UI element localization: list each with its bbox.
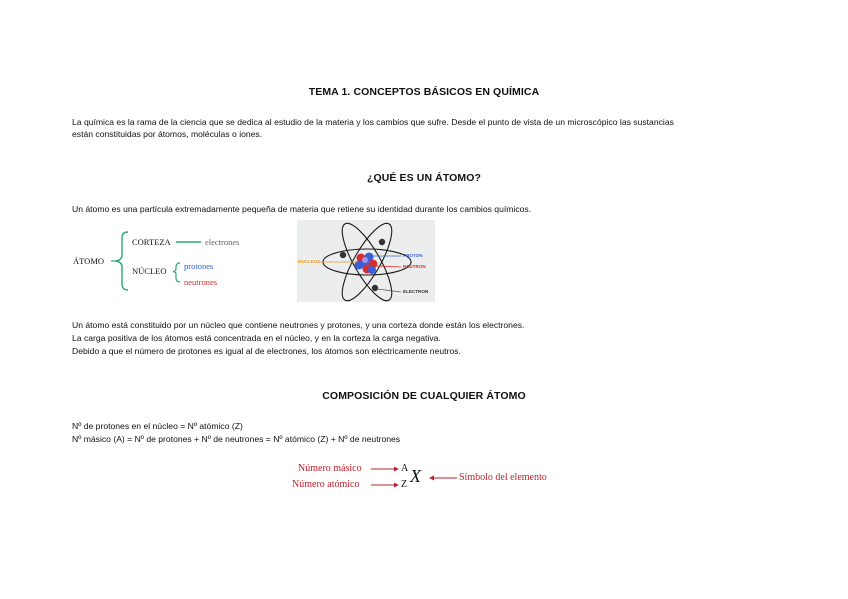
intro-paragraph	[72, 116, 674, 140]
scheme-corteza: CORTEZA	[132, 237, 171, 247]
atom-definition	[72, 203, 531, 215]
scheme-nucleo: NÚCLEO	[132, 266, 167, 276]
label-neutron: NEUTRON	[403, 264, 426, 269]
scheme-root-atomo: ÁTOMO	[73, 256, 105, 266]
label-electron: ELECTRON	[403, 289, 429, 294]
scheme-neutrones: neutrones	[184, 277, 218, 287]
description-line-3: Debido a que el número de protones es igual al de electrones, los átomos son eléctricamente neutros.	[72, 346, 461, 356]
intro-line-2: están constituidas por átomos, moléculas o iones.	[72, 129, 263, 139]
description-line-2: La carga positiva de los átomos está concentrada en el núcleo, y en la corteza la carga negativa.	[72, 333, 441, 343]
atom-scheme	[70, 228, 270, 294]
scheme-electrones: electrones	[205, 237, 240, 247]
composition-formulas	[72, 420, 400, 445]
formula-protons: Nº de protones en el núcleo = Nº atómico (Z)	[72, 421, 243, 431]
section-heading-composition: COMPOSICIÓN DE CUALQUIER ÁTOMO	[322, 390, 526, 402]
section-heading-atom: ¿QUÉ ES UN ÁTOMO?	[366, 172, 482, 184]
label-element-symbol: Símbolo del elemento	[459, 472, 547, 483]
label-mass-number: Número másico	[298, 463, 362, 474]
formula-mass-number: Nº másico (A) = Nº de protones + Nº de neutrones = Nº atómico (Z) + Nº de neutrones	[72, 434, 401, 444]
description-line-1: Un átomo está constituido por un núcleo que contiene neutrones y protones, y una corteza donde están los electrones.	[72, 320, 525, 330]
label-atomic-number: Número atómico	[292, 479, 360, 490]
symbol-A: A	[401, 463, 409, 474]
nuclide-notation	[290, 460, 570, 496]
label-proton: PROTON	[403, 253, 423, 258]
scheme-protones: protones	[184, 261, 214, 271]
atom-definition-text: Un átomo es una partícula extremadamente pequeña de materia que retiene su identidad durante los cambios químicos.	[72, 204, 532, 214]
symbol-X: X	[410, 466, 421, 486]
label-nucleus: NUCLEUS	[298, 259, 321, 264]
page-title: TEMA 1. CONCEPTOS BÁSICOS EN QUÍMICA	[308, 86, 540, 98]
symbol-Z: Z	[401, 479, 408, 490]
intro-line-1: La química es la rama de la ciencia que se dedica al estudio de la materia y los cambios que sufre. Desde el punto de vista de un microscópico las sustancias	[72, 117, 674, 127]
atom-description	[72, 319, 524, 357]
atom-illustration	[297, 220, 435, 302]
